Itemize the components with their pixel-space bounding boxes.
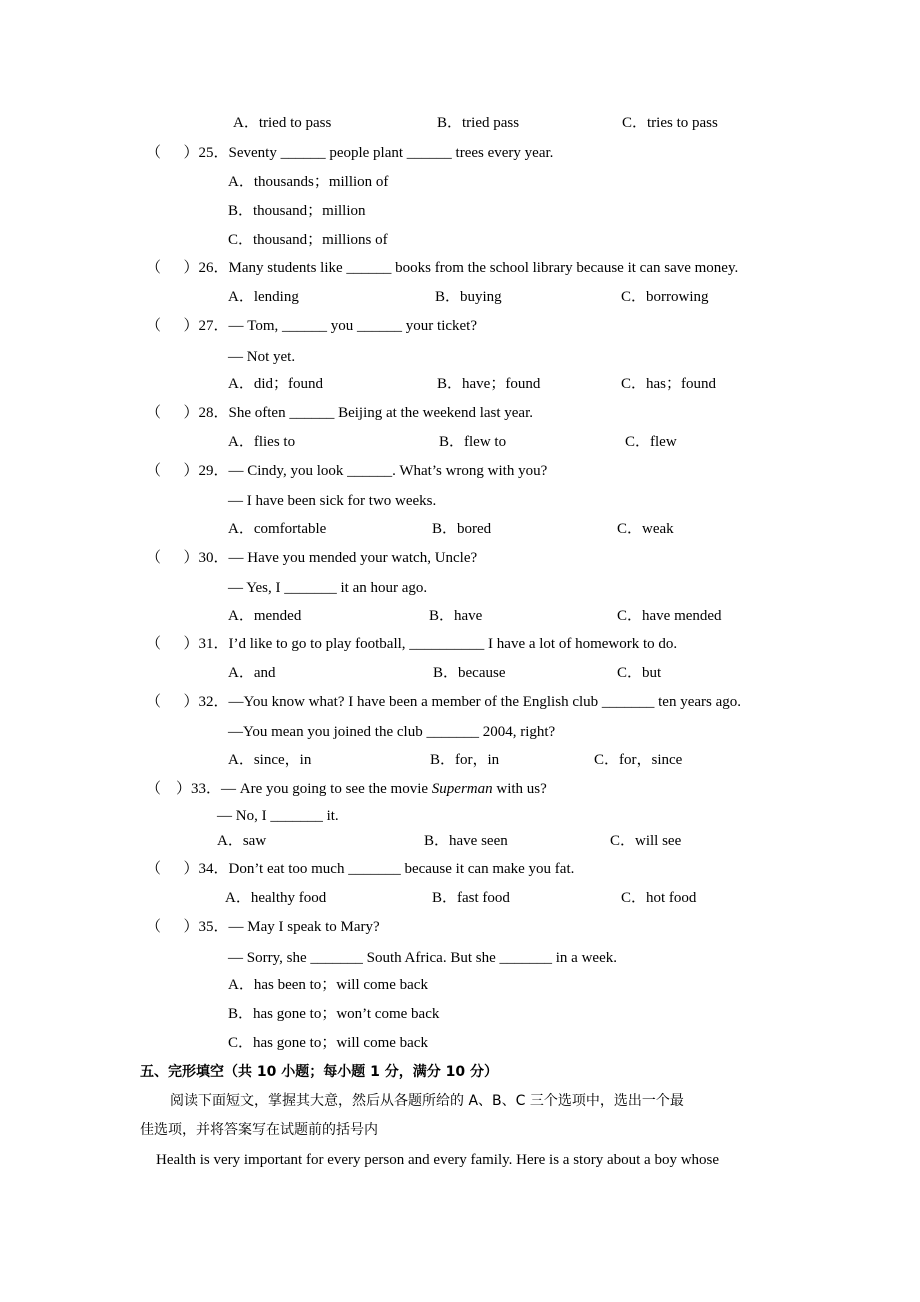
q31-option-a: A．and bbox=[228, 665, 276, 681]
q26-stem: （ ）26．Many students like ______ books from the school library because it can save money. bbox=[146, 260, 739, 276]
q35-option-c: C．has gone to；will come back bbox=[228, 1035, 428, 1051]
q35-option-a: A．has been to；will come back bbox=[228, 977, 428, 993]
q32-option-b: B．for，in bbox=[430, 752, 500, 768]
q24-option-c: C．tries to pass bbox=[622, 115, 718, 131]
q29-option-a: A．comfortable bbox=[228, 521, 327, 537]
q31-option-b: B．because bbox=[433, 665, 506, 681]
q35-reply: — Sorry, she _______ South Africa. But she _______ in a week. bbox=[228, 950, 617, 966]
q30-stem: （ ）30．— Have you mended your watch, Uncle? bbox=[146, 550, 478, 566]
q25-option-b: B．thousand；million bbox=[228, 203, 366, 219]
q26-option-a: A．lending bbox=[228, 289, 299, 305]
q25-option-c: C．thousand；millions of bbox=[228, 232, 388, 248]
q33-reply: — No, I _______ it. bbox=[217, 808, 339, 824]
q26-option-b: B．buying bbox=[435, 289, 502, 305]
q27-reply: — Not yet. bbox=[228, 349, 296, 365]
q33-stem: （ ）33．— Are you going to see the movie Superman with us? bbox=[146, 781, 547, 797]
q26-option-c: C．borrowing bbox=[621, 289, 709, 305]
q29-option-b: B．bored bbox=[432, 521, 492, 537]
q33-option-b: B．have seen bbox=[424, 833, 508, 849]
q27-option-a: A．did；found bbox=[228, 376, 323, 392]
q35-option-b: B．has gone to；won’t come back bbox=[228, 1006, 440, 1022]
q30-option-b: B．have bbox=[429, 608, 483, 624]
q34-option-a: A．healthy food bbox=[225, 890, 327, 906]
q34-stem: （ ）34．Don’t eat too much _______ because it can make you fat. bbox=[146, 861, 575, 877]
q24-option-b: B．tried pass bbox=[437, 115, 520, 131]
section-5-instructions-line-1: 阅读下面短文，掌握其大意，然后从各题所给的 A、B、C 三个选项中，选出一个最 bbox=[170, 1093, 684, 1109]
q31-option-c: C．but bbox=[617, 665, 662, 681]
q24-option-a: A．tried to pass bbox=[233, 115, 332, 131]
q32-option-a: A．since，in bbox=[228, 752, 312, 768]
q31-stem: （ ）31．I’d like to go to play football, __________ I have a lot of homework to do. bbox=[146, 636, 678, 652]
q27-stem: （ ）27．— Tom, ______ you ______ your ticket? bbox=[146, 318, 478, 334]
passage-first-line: Health is very important for every person and every family. Here is a story about a boy whose bbox=[156, 1152, 720, 1168]
q33-option-a: A．saw bbox=[217, 833, 267, 849]
q28-option-c: C．flew bbox=[625, 434, 677, 450]
q32-option-c: C．for，since bbox=[594, 752, 683, 768]
q30-option-c: C．have mended bbox=[617, 608, 722, 624]
q29-reply: — I have been sick for two weeks. bbox=[228, 493, 437, 509]
q28-option-a: A．flies to bbox=[228, 434, 296, 450]
q32-reply: —You mean you joined the club _______ 2004, right? bbox=[228, 724, 556, 740]
q34-option-b: B．fast food bbox=[432, 890, 510, 906]
q32-stem: （ ）32．—You know what? I have been a member of the English club _______ ten years ago. bbox=[146, 694, 742, 710]
section-5-instructions-line-2: 佳选项，并将答案写在试题前的括号内 bbox=[140, 1122, 378, 1138]
q30-reply: — Yes, I _______ it an hour ago. bbox=[228, 580, 428, 596]
q34-option-c: C．hot food bbox=[621, 890, 697, 906]
q27-option-b: B．have；found bbox=[437, 376, 541, 392]
q25-stem: （ ）25．Seventy ______ people plant ______ trees every year. bbox=[146, 145, 554, 161]
q28-option-b: B．flew to bbox=[439, 434, 507, 450]
q29-stem: （ ）29．— Cindy, you look ______. What’s wrong with you? bbox=[146, 463, 548, 479]
q29-option-c: C．weak bbox=[617, 521, 674, 537]
q35-stem: （ ）35．— May I speak to Mary? bbox=[146, 919, 380, 935]
q30-option-a: A．mended bbox=[228, 608, 302, 624]
q33-option-c: C．will see bbox=[610, 833, 682, 849]
section-5-title: 五、完形填空（共 10 小题；每小题 1 分，满分 10 分） bbox=[140, 1064, 498, 1080]
q28-stem: （ ）28．She often ______ Beijing at the weekend last year. bbox=[146, 405, 534, 421]
q27-option-c: C．has；found bbox=[621, 376, 716, 392]
q25-option-a: A．thousands；million of bbox=[228, 174, 389, 190]
